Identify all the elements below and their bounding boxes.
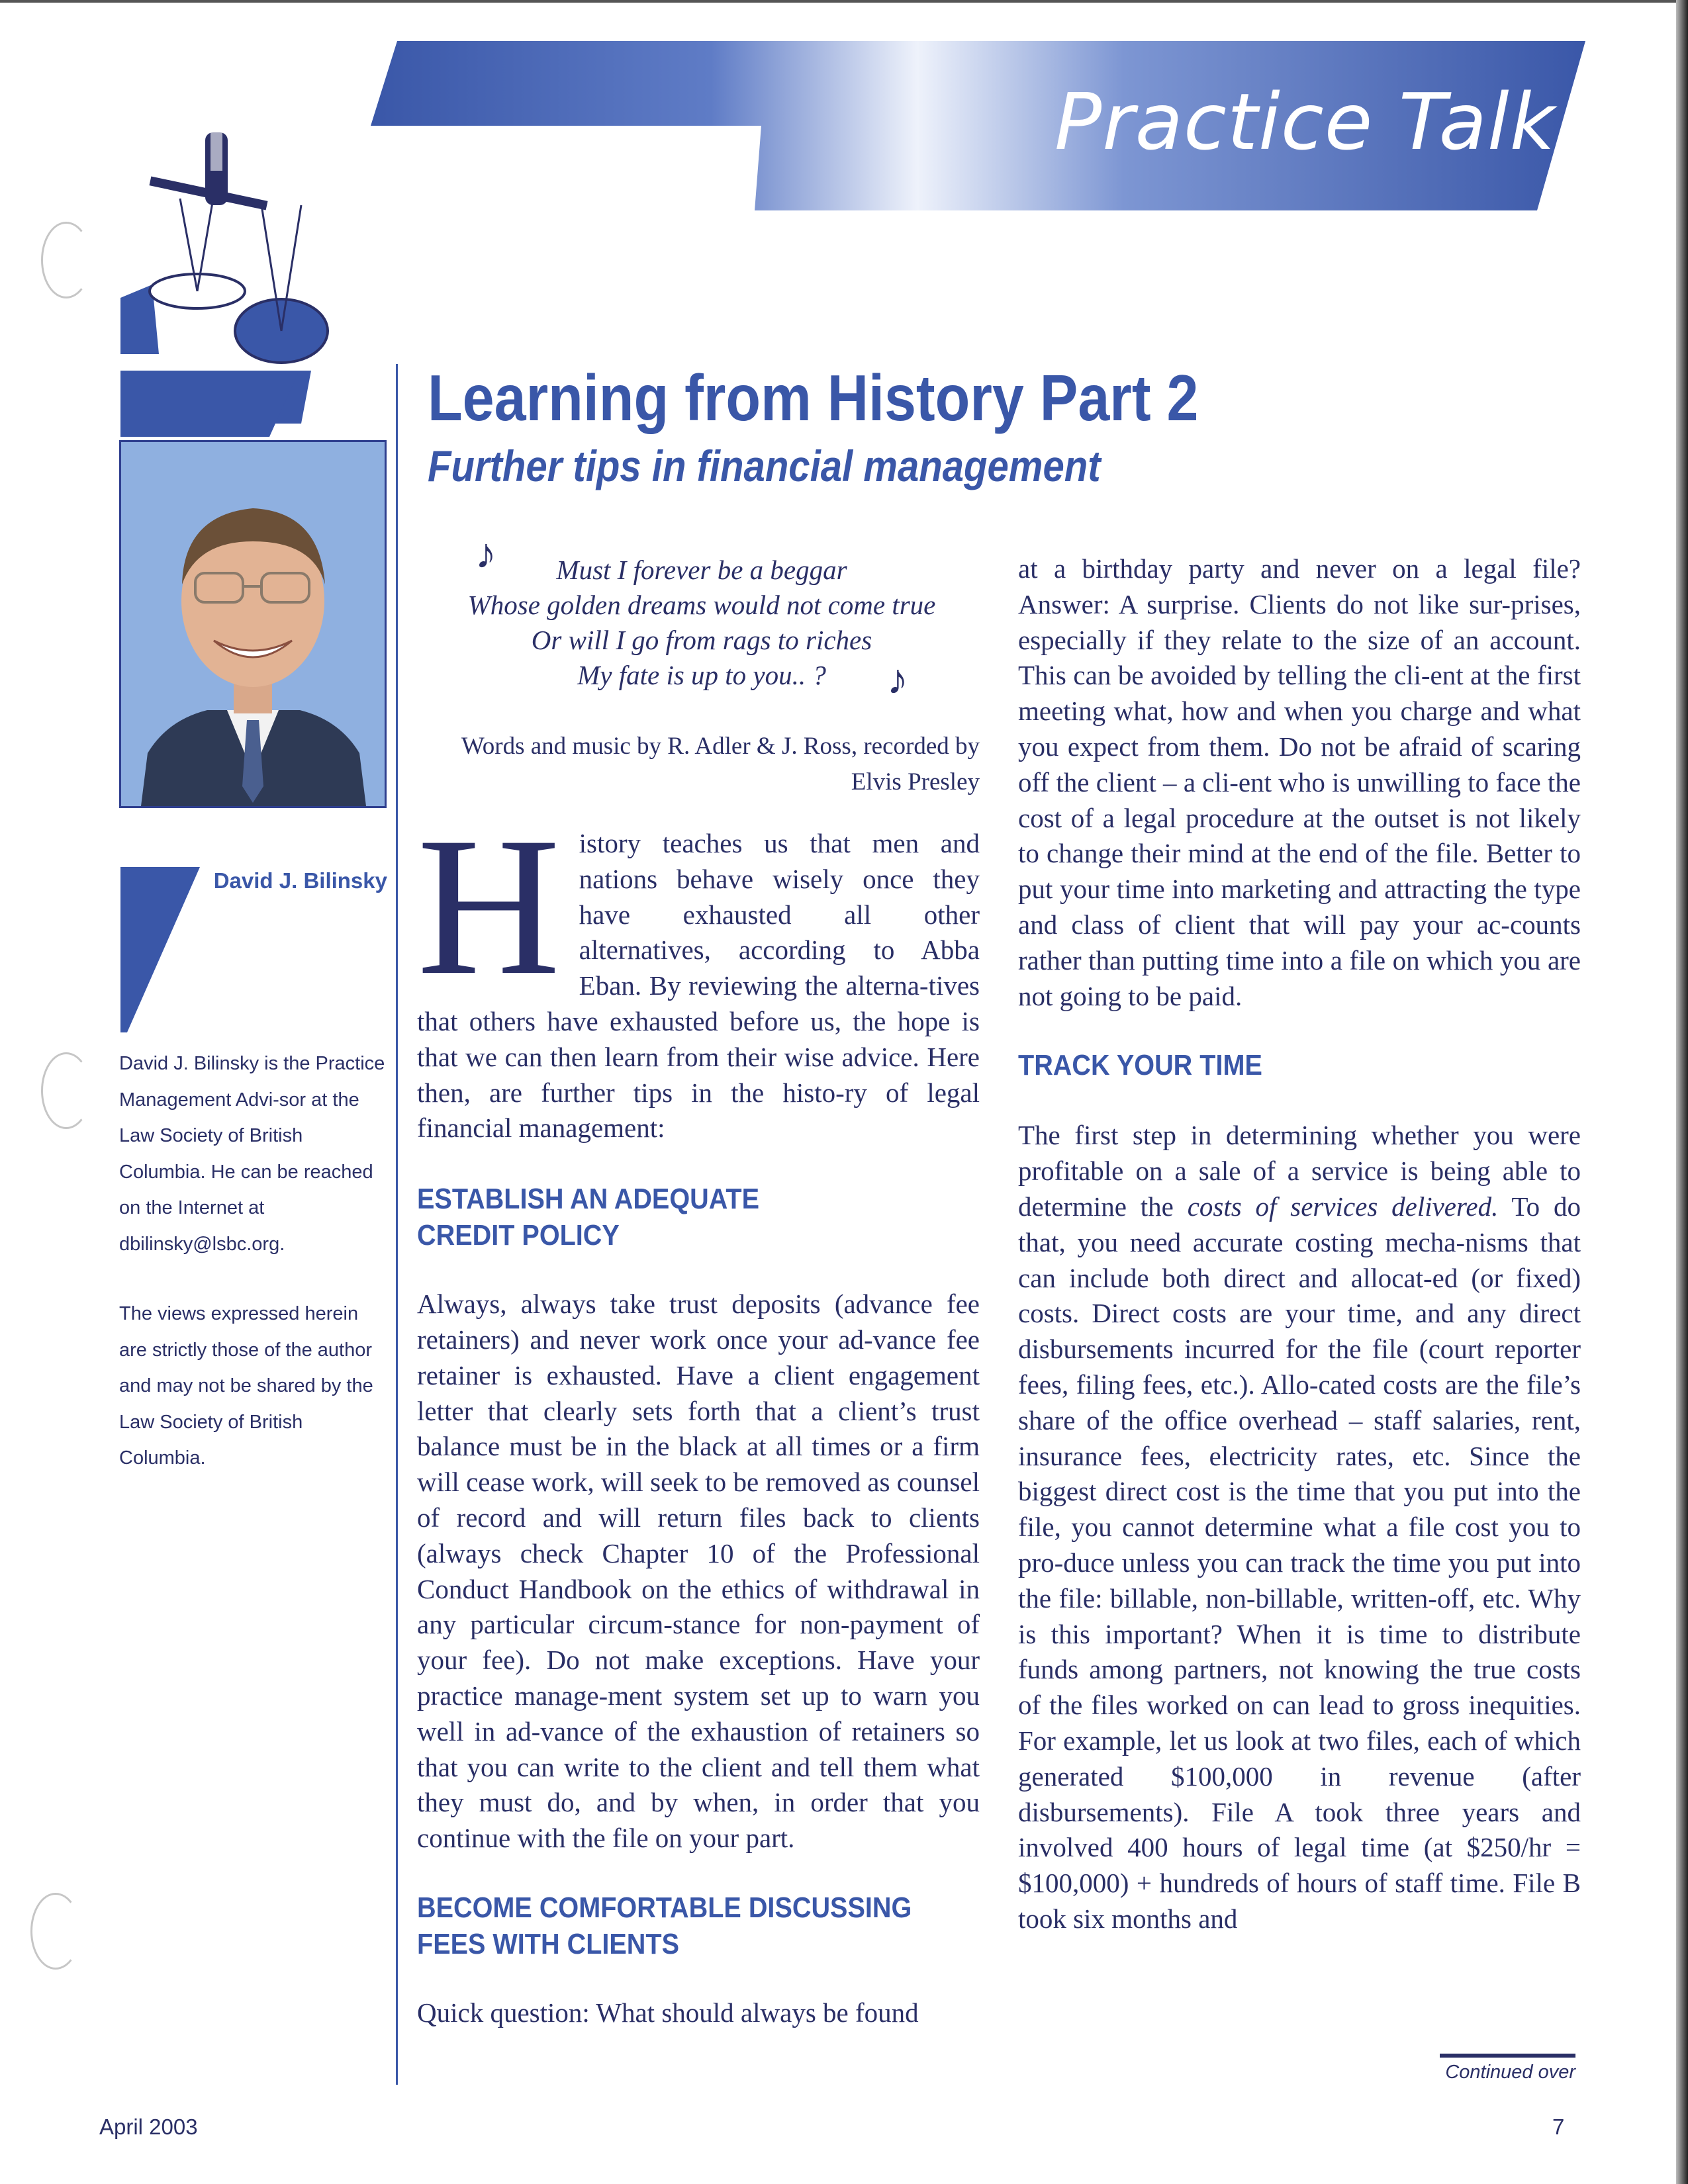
binder-hole [41, 1052, 91, 1129]
article-column-left [417, 796, 980, 2031]
page-number: 7 [1552, 2115, 1565, 2139]
binder-hole [30, 1893, 81, 1970]
epigraph-line: My fate is up to you.. ? [577, 660, 826, 690]
section-heading: BECOME COMFORTABLE DISCUSSING FEES WITH CLIENTS [417, 1891, 912, 1960]
author-bio: David J. Bilinsky is the Practice Management Advi-sor at the Law Society of British Columbia. He can be reached on the Internet at dbilinsky@lsbc.org. [119, 1053, 385, 1255]
epigraph-line: Must I forever be a beggar [556, 555, 847, 585]
music-note-icon: ♪ [475, 530, 496, 577]
epigraph-line: Or will I go from rags to riches [531, 625, 872, 655]
emphasis-text: costs of services delivered. [1187, 1191, 1499, 1222]
binder-hole [41, 222, 91, 298]
section-heading: TRACK YOUR TIME [1018, 1049, 1262, 1082]
music-note-icon: ♪ [887, 656, 908, 703]
article-subtitle: Further tips in financial management [428, 441, 1101, 490]
article-title: Learning from History Part 2 [428, 361, 1199, 434]
author-photo [119, 440, 387, 808]
issue-date: April 2003 [99, 2115, 198, 2139]
column-divider [396, 364, 398, 2085]
author-name: David J. Bilinsky [213, 868, 387, 893]
article-column-right [1018, 551, 1581, 1937]
intro-paragraph: istory teaches us that men and nations behave wisely once they have exhausted all other alternatives, according to Abba Eban. By reviewing the alterna-tives that others have exhausted before us, the hope is that we can then learn from their wise advice. Here then, are further tips in the histo-ry of legal financial management: [417, 828, 980, 1144]
drop-cap: H [417, 796, 561, 1016]
paragraph-text: To do that, you need accurate costing mecha-nisms that can include both direct and allocat-ed (or fixed) costs. Direct costs are your time, and any direct disbursements incurred for the file (court reporter fees, filing fees, etc.). Allo-cated costs are the file’s share of the office overhead – staff salaries, rent, insurance fees, electricity rates, etc. Since the biggest direct cost is the time that you put into the file, you cannot determine what a file cost you to pro-duce unless you can track the time you put into the file: billable, non-billable, written-off, etc. Why is this important? When it is time to distribute funds among partners, not knowing the true costs of the files worked on can lead to gross inequities. For example, let us look at two files, each of which generated $100,000 in revenue (after disbursements). File A took three years and involved 400 hours of legal time (at $250/hr = $100,000) + hundreds of hours of staff time. File B took six months and [1018, 1191, 1581, 1934]
epigraph-credit: Words and music by R. Adler & J. Ross, recorded by Elvis Presley [461, 733, 980, 796]
body-paragraph: at a birthday party and never on a legal file? Answer: A surprise. Clients do not like sur-prises, especially if they relate to the size of an account. This can be avoided by telling the cli-ent at the first meeting what, how and when you charge and what you expect from them. Do not be afraid of scaring off the client – a cli-ent who is unwilling to face the cost of a legal procedure at the outset is not likely to change their mind at the end of the file. Better to put your time into marketing and attracting the type and class of client that will pay your ac-counts rather than putting time into a file on which you are not going to be paid. [1018, 553, 1581, 1011]
scan-right-edge [1676, 0, 1688, 2184]
body-paragraph [1018, 1118, 1581, 1936]
epigraph-line: Whose golden dreams would not come true [467, 590, 936, 620]
section-heading: ESTABLISH AN ADEQUATE CREDIT POLICY [417, 1183, 760, 1252]
epigraph [417, 553, 986, 693]
body-paragraph: Quick question: What should always be found [417, 1997, 919, 2028]
paragraph-text: The first step in determining whether you were profitable on a sale of a service is being able to determine the [1018, 1120, 1581, 1222]
body-paragraph: Always, always take trust deposits (advance fee retainers) and never work once your ad-vance fee retainer is exhausted. Have a client engagement letter that clearly sets forth that a client’s trust balance must be in the black at all times or a firm will cease work, will seek to be removed as counsel of record and will return files back to clients (always check Chapter 10 of the Professional Conduct Handbook on the ethics of withdrawal in any particular circum-stance for non-payment of your fee). Do not make exceptions. Have your practice manage-ment system set up to warn you well in ad-vance of the exhaustion of retainers so that you can write to the client and tell them what they must do, and by when, in order that you continue with the file on your part. [417, 1289, 980, 1854]
disclaimer: The views expressed herein are strictly those of the author and may not be shared by the Law Society of British Columbia. [119, 1303, 373, 1469]
continued-over: Continued over [1440, 2054, 1575, 2083]
section-title: Practice Talk [1054, 76, 1556, 167]
